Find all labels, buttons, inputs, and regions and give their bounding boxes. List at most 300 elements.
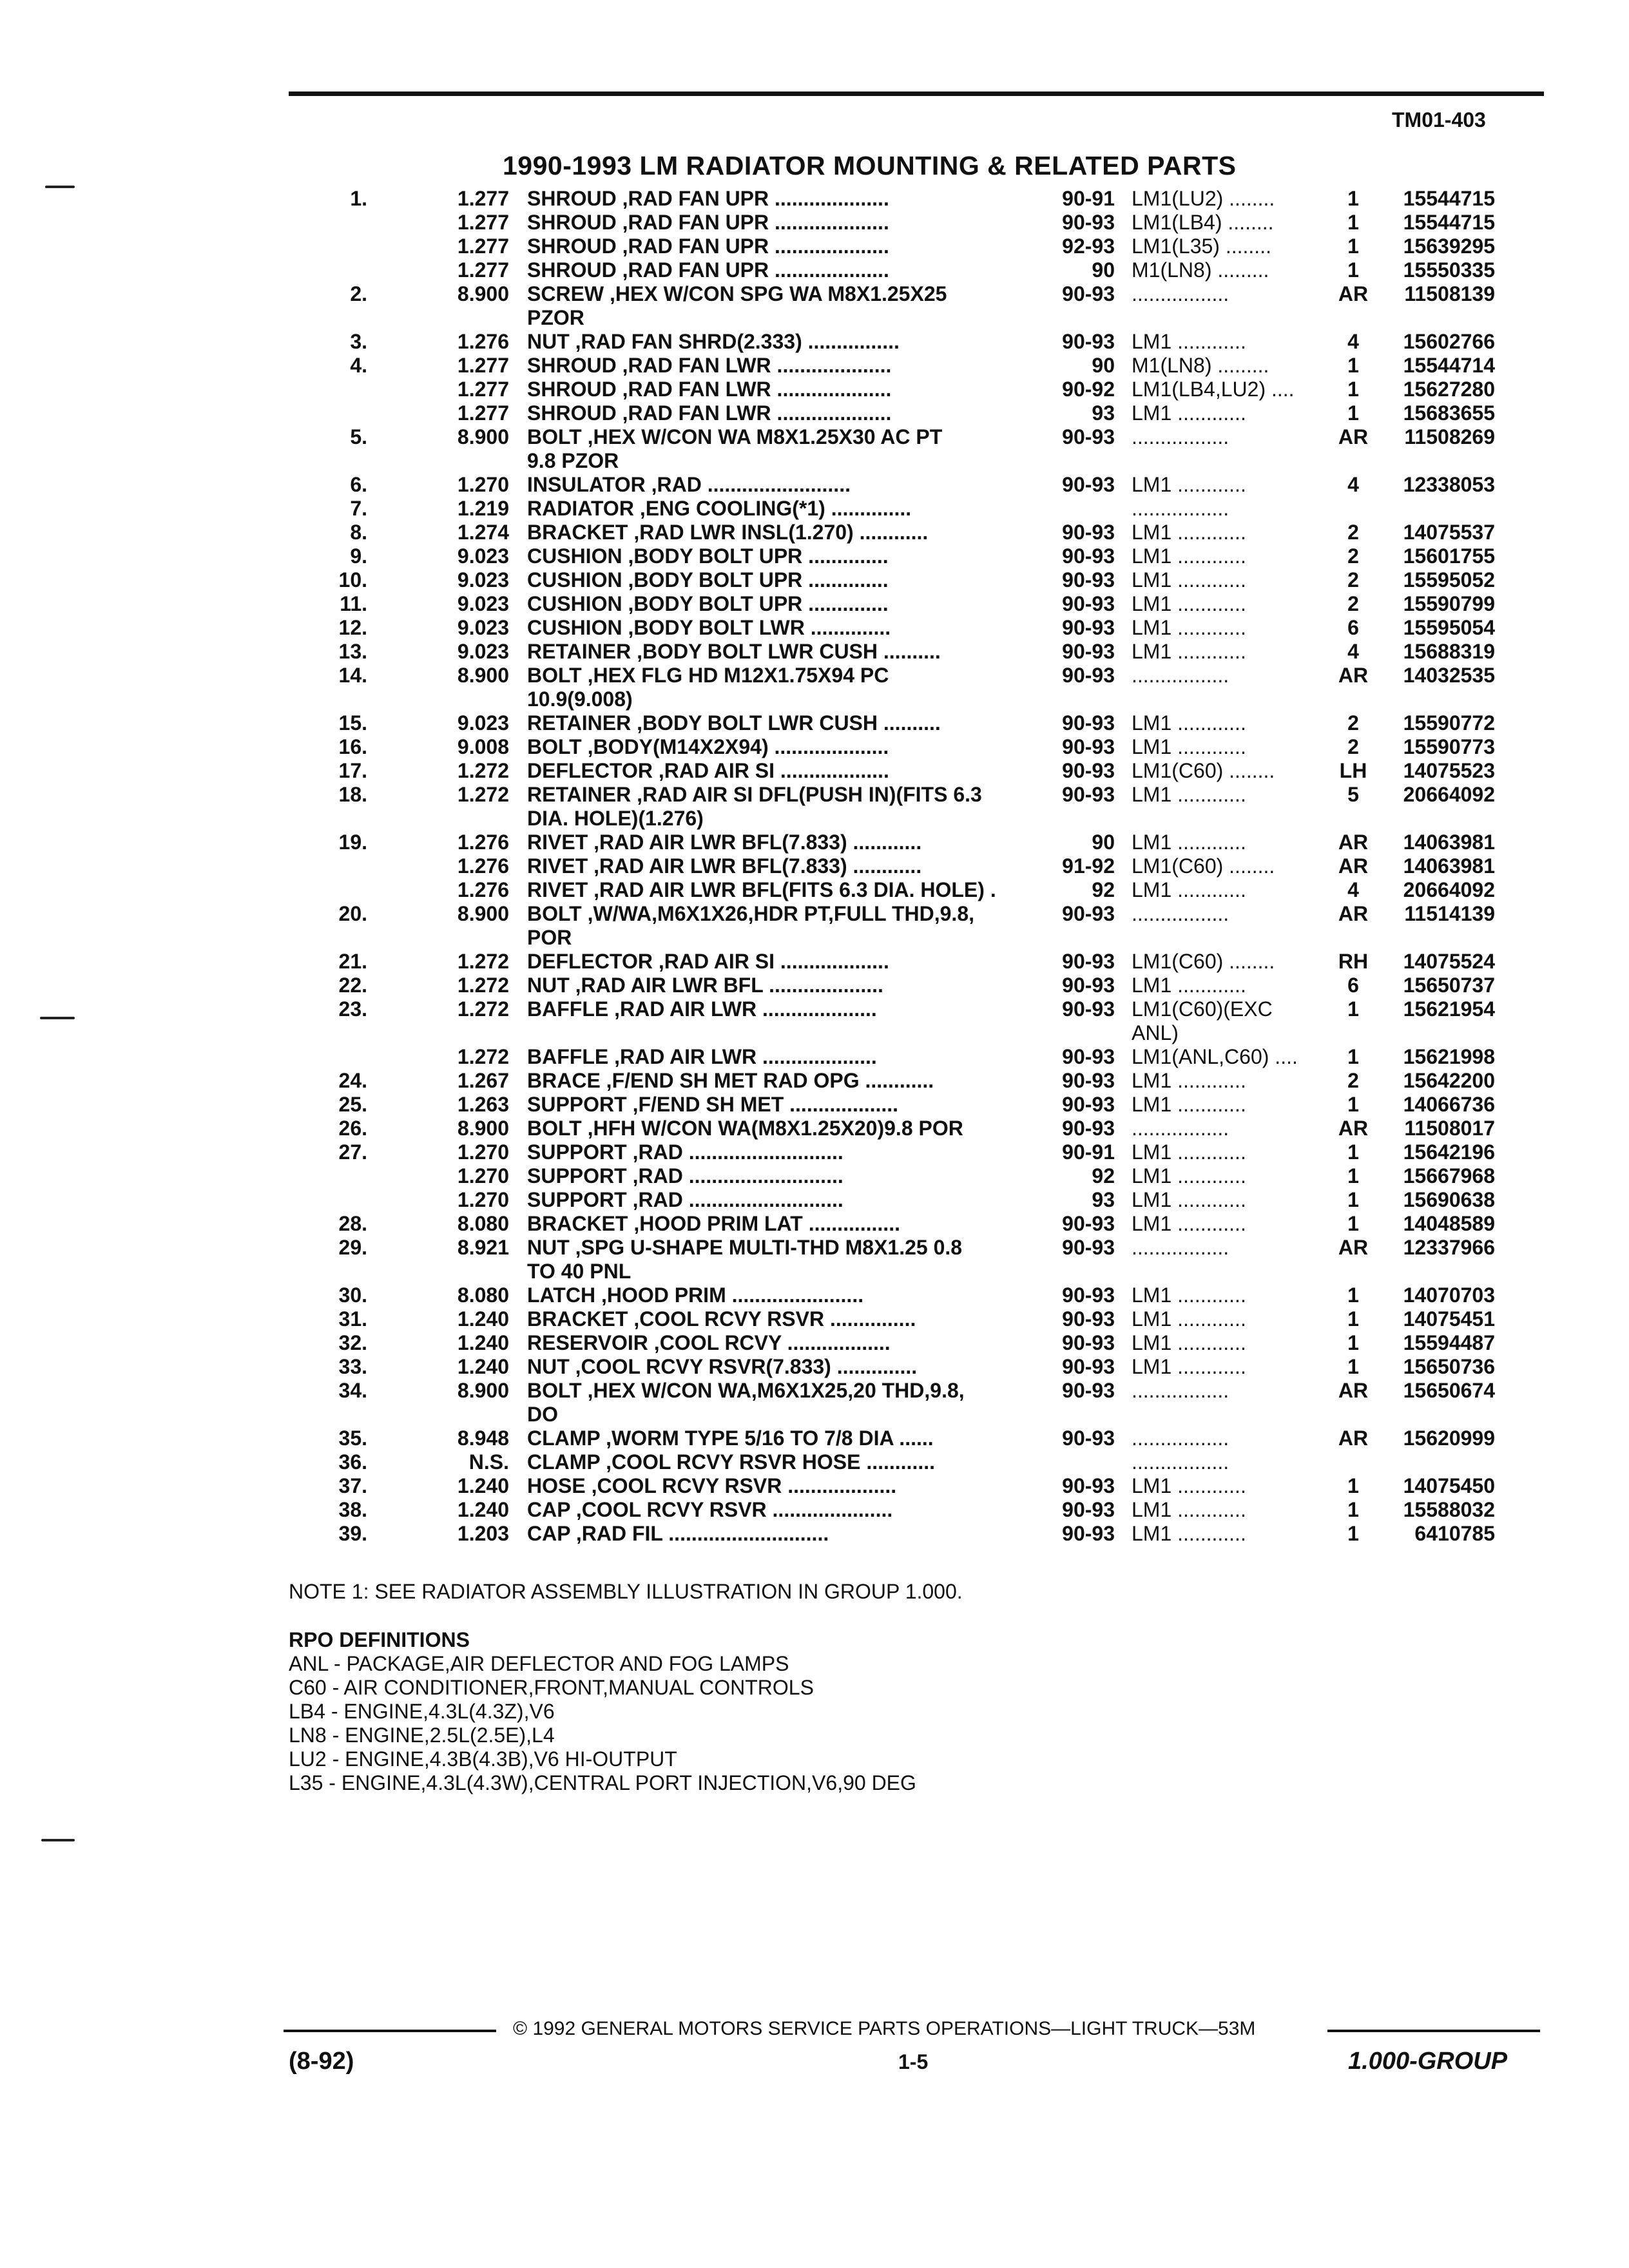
item-number: 16. — [338, 735, 367, 758]
parts-row — [303, 1069, 1547, 1093]
part-number: 15650674 — [1403, 1379, 1495, 1402]
model-years: 90-93 — [1062, 1522, 1115, 1545]
model-code: M1(LN8) ......... — [1132, 258, 1269, 282]
quantity: 1 — [1347, 1355, 1359, 1378]
model-code: LM1 ............ — [1132, 592, 1246, 615]
part-description: BRACKET ,HOOD PRIM LAT ................ — [527, 1212, 900, 1235]
model-years: 90-93 — [1062, 640, 1115, 663]
item-number: 3. — [350, 330, 367, 353]
parts-row — [303, 974, 1547, 997]
group-number: 1.276 — [457, 878, 509, 901]
model-code: LM1(L35) ........ — [1132, 235, 1271, 258]
item-number: 31. — [338, 1307, 367, 1331]
part-number: 15639295 — [1403, 235, 1495, 258]
part-number: 15683655 — [1403, 401, 1495, 425]
model-years: 90-93 — [1062, 568, 1115, 591]
quantity: AR — [1338, 664, 1369, 687]
parts-row — [303, 497, 1547, 521]
part-description: RETAINER ,BODY BOLT LWR CUSH .......... — [527, 640, 941, 663]
model-code: LM1 ............ — [1132, 1331, 1246, 1354]
part-number: 15667968 — [1403, 1164, 1495, 1187]
group-number: 1.240 — [457, 1498, 509, 1521]
group-number: 1.272 — [457, 974, 509, 997]
model-code: LM1 ............ — [1132, 640, 1246, 663]
quantity: AR — [1338, 902, 1369, 925]
part-number: 20664092 — [1403, 878, 1495, 901]
quantity: 1 — [1347, 187, 1359, 210]
item-number: 32. — [338, 1331, 367, 1354]
part-number: 14075523 — [1403, 759, 1495, 782]
parts-row — [303, 831, 1547, 854]
part-description: SHROUD ,RAD FAN LWR .................... — [527, 401, 892, 425]
model-years: 90-93 — [1062, 759, 1115, 782]
model-code: LM1 ............ — [1132, 878, 1246, 901]
quantity: 4 — [1347, 878, 1359, 901]
model-code: ................. — [1132, 1427, 1229, 1450]
item-number: 14. — [338, 664, 367, 687]
item-number: 28. — [338, 1212, 367, 1235]
parts-row — [303, 1450, 1547, 1474]
quantity: AR — [1338, 1379, 1369, 1402]
part-description: HOSE ,COOL RCVY RSVR ................... — [527, 1474, 897, 1497]
model-code: LM1 ............ — [1132, 1355, 1246, 1378]
quantity: 1 — [1347, 1498, 1359, 1521]
parts-row — [303, 711, 1547, 735]
model-years: 90-93 — [1062, 282, 1115, 305]
group-number: 1.219 — [457, 497, 509, 520]
part-number: 15544715 — [1403, 211, 1495, 234]
model-code: LM1 ............ — [1132, 521, 1246, 544]
item-number: 36. — [338, 1450, 367, 1474]
parts-row — [303, 878, 1547, 902]
group-number: 8.900 — [457, 902, 509, 925]
model-code: M1(LN8) ......... — [1132, 354, 1269, 377]
part-number: 15590799 — [1403, 592, 1495, 615]
parts-row — [303, 1093, 1547, 1117]
model-years: 92 — [1092, 878, 1115, 901]
part-description: CUSHION ,BODY BOLT UPR .............. — [527, 544, 889, 568]
item-number: 27. — [338, 1140, 367, 1164]
group-number: 1.277 — [457, 235, 509, 258]
model-years: 90-93 — [1062, 473, 1115, 496]
parts-row — [303, 1331, 1547, 1355]
part-number: 15650736 — [1403, 1355, 1495, 1378]
group-number: 1.240 — [457, 1355, 509, 1378]
part-number: 11508139 — [1404, 282, 1495, 305]
part-description: BOLT ,HEX W/CON WA,M6X1X25,20 THD,9.8, DO — [527, 1379, 965, 1426]
part-description: RADIATOR ,ENG COOLING(*1) .............. — [527, 497, 912, 520]
model-years: 91-92 — [1062, 854, 1115, 878]
parts-row — [303, 473, 1547, 497]
item-number: 19. — [338, 831, 367, 854]
model-code: LM1 ............ — [1132, 735, 1246, 758]
item-number: 25. — [338, 1093, 367, 1116]
item-number: 11. — [340, 592, 367, 615]
item-number: 9. — [350, 544, 367, 568]
parts-row — [303, 330, 1547, 354]
model-years: 93 — [1092, 401, 1115, 425]
model-code: ................. — [1132, 1450, 1229, 1474]
model-years: 90-93 — [1062, 1331, 1115, 1354]
rpo-item: ANL - PACKAGE,AIR DEFLECTOR AND FOG LAMPS — [289, 1652, 789, 1675]
part-description: SUPPORT ,RAD ........................... — [527, 1164, 843, 1187]
item-number: 18. — [338, 783, 367, 806]
group-number: 8.921 — [457, 1236, 509, 1259]
model-code: LM1 ............ — [1132, 544, 1246, 568]
part-description: SCREW ,HEX W/CON SPG WA M8X1.25X25 PZOR — [527, 282, 947, 329]
item-number: 20. — [338, 902, 367, 925]
part-number: 15620999 — [1403, 1427, 1495, 1450]
parts-row — [303, 1379, 1547, 1427]
part-description: CAP ,COOL RCVY RSVR ..................... — [527, 1498, 893, 1521]
parts-row — [303, 1522, 1547, 1546]
item-number: 35. — [338, 1427, 367, 1450]
model-years: 90 — [1092, 831, 1115, 854]
item-number: 4. — [350, 354, 367, 377]
item-number: 37. — [338, 1474, 367, 1497]
part-number: 15590773 — [1403, 735, 1495, 758]
quantity: 4 — [1347, 330, 1359, 353]
quantity: 1 — [1347, 258, 1359, 282]
item-number: 39. — [338, 1522, 367, 1545]
model-code: LM1 ............ — [1132, 1093, 1246, 1116]
quantity: 1 — [1347, 1331, 1359, 1354]
quantity: 1 — [1347, 354, 1359, 377]
model-code: LM1 ............ — [1132, 1140, 1246, 1164]
part-description: LATCH ,HOOD PRIM ....................... — [527, 1283, 864, 1307]
quantity: 1 — [1347, 401, 1359, 425]
part-number: 14075450 — [1403, 1474, 1495, 1497]
top-rule — [289, 91, 1544, 96]
model-years: 90-93 — [1062, 974, 1115, 997]
parts-row — [303, 1117, 1547, 1140]
group-number: 1.240 — [457, 1474, 509, 1497]
parts-row — [303, 997, 1547, 1045]
model-years: 90-93 — [1062, 902, 1115, 925]
part-description: RIVET ,RAD AIR LWR BFL(7.833) ............ — [527, 831, 922, 854]
model-years: 90-93 — [1062, 592, 1115, 615]
part-description: SHROUD ,RAD FAN UPR .................... — [527, 235, 889, 258]
group-number: 9.023 — [457, 544, 509, 568]
model-code: LM1(ANL,C60) .... — [1132, 1045, 1298, 1068]
rpo-heading: RPO DEFINITIONS — [289, 1628, 470, 1651]
part-description: SHROUD ,RAD FAN UPR .................... — [527, 258, 889, 282]
part-description: RESERVOIR ,COOL RCVY .................. — [527, 1331, 891, 1354]
item-number: 1. — [350, 187, 367, 210]
part-description: CLAMP ,WORM TYPE 5/16 TO 7/8 DIA ...... — [527, 1427, 934, 1450]
quantity: 4 — [1347, 473, 1359, 496]
footer-rule — [284, 2030, 496, 2032]
rpo-item: LB4 - ENGINE,4.3L(4.3Z),V6 — [289, 1700, 555, 1723]
group-number: 8.900 — [457, 1379, 509, 1402]
item-number: 17. — [338, 759, 367, 782]
quantity: 1 — [1347, 1307, 1359, 1331]
item-number: 8. — [350, 521, 367, 544]
item-number: 33. — [338, 1355, 367, 1378]
item-number: 7. — [350, 497, 367, 520]
part-number: 15621954 — [1403, 997, 1495, 1021]
part-number: 15642196 — [1403, 1140, 1495, 1164]
group-number: 8.080 — [457, 1283, 509, 1307]
part-number: 11514139 — [1404, 902, 1495, 925]
parts-row — [303, 735, 1547, 759]
quantity: 1 — [1347, 997, 1359, 1021]
part-description: SUPPORT ,RAD ........................... — [527, 1188, 843, 1211]
group-number: 1.276 — [457, 854, 509, 878]
quantity: AR — [1338, 831, 1369, 854]
quantity: 1 — [1347, 1522, 1359, 1545]
group-number: 1.272 — [457, 759, 509, 782]
part-description: NUT ,COOL RCVY RSVR(7.833) .............. — [527, 1355, 918, 1378]
quantity: LH — [1339, 759, 1367, 782]
group-number: 9.023 — [457, 616, 509, 639]
part-description: BOLT ,HEX FLG HD M12X1.75X94 PC 10.9(9.008) — [527, 664, 889, 711]
parts-row — [303, 187, 1547, 211]
part-number: 15621998 — [1403, 1045, 1495, 1068]
group-number: 1.277 — [457, 211, 509, 234]
part-description: RETAINER ,BODY BOLT LWR CUSH .......... — [527, 711, 941, 735]
group-number: 9.023 — [457, 568, 509, 591]
part-description: RIVET ,RAD AIR LWR BFL(7.833) ............ — [527, 854, 922, 878]
quantity: 4 — [1347, 640, 1359, 663]
quantity: 6 — [1347, 616, 1359, 639]
parts-row — [303, 1140, 1547, 1164]
rpo-item: C60 - AIR CONDITIONER,FRONT,MANUAL CONTROLS — [289, 1676, 814, 1699]
group-number: 1.274 — [457, 521, 509, 544]
part-description: BOLT ,HEX W/CON WA M8X1.25X30 AC PT 9.8 PZOR — [527, 425, 943, 472]
model-years: 90-93 — [1062, 735, 1115, 758]
part-description: BRACE ,F/END SH MET RAD OPG ............ — [527, 1069, 934, 1092]
part-number: 20664092 — [1403, 783, 1495, 806]
parts-row — [303, 1188, 1547, 1212]
footer-group: 1.000-GROUP — [1348, 2048, 1508, 2075]
footer-copyright: © 1992 GENERAL MOTORS SERVICE PARTS OPERATIONS—LIGHT TRUCK—53M — [513, 2018, 1256, 2039]
item-number: 30. — [338, 1283, 367, 1307]
parts-row — [303, 783, 1547, 831]
part-number: 15690638 — [1403, 1188, 1495, 1211]
part-number: 15544715 — [1403, 187, 1495, 210]
model-code: LM1 ............ — [1132, 401, 1246, 425]
item-number: 22. — [338, 974, 367, 997]
model-years: 90-93 — [1062, 1379, 1115, 1402]
model-code: LM1 ............ — [1132, 1069, 1246, 1092]
model-code: LM1 ............ — [1132, 1474, 1246, 1497]
model-years: 90-93 — [1062, 950, 1115, 973]
item-number: 26. — [338, 1117, 367, 1140]
binder-hole-mark — [45, 186, 75, 188]
item-number: 23. — [338, 997, 367, 1021]
model-years: 90-93 — [1062, 1117, 1115, 1140]
model-code: ................. — [1132, 1236, 1229, 1259]
part-description: BRACKET ,RAD LWR INSL(1.270) ............ — [527, 521, 929, 544]
page-number: 1-5 — [898, 2050, 929, 2073]
parts-row — [303, 282, 1547, 330]
part-number: 15601755 — [1403, 544, 1495, 568]
group-number: 8.900 — [457, 664, 509, 687]
part-description: NUT ,RAD FAN SHRD(2.333) ................ — [527, 330, 900, 353]
item-number: 10. — [338, 568, 367, 591]
model-years: 90-93 — [1062, 711, 1115, 735]
model-code: ................. — [1132, 664, 1229, 687]
quantity: 2 — [1347, 521, 1359, 544]
part-number: 15544714 — [1403, 354, 1495, 377]
quantity: AR — [1338, 1117, 1369, 1140]
parts-row — [303, 1474, 1547, 1498]
model-years: 90-93 — [1062, 1427, 1115, 1450]
parts-row — [303, 211, 1547, 235]
model-code: ................. — [1132, 497, 1229, 520]
quantity: 1 — [1347, 1474, 1359, 1497]
binder-hole-mark — [41, 1839, 75, 1841]
quantity: 2 — [1347, 1069, 1359, 1092]
part-number: 15650737 — [1403, 974, 1495, 997]
model-years: 90-92 — [1062, 378, 1115, 401]
model-code: ................. — [1132, 1117, 1229, 1140]
part-description: SHROUD ,RAD FAN LWR .................... — [527, 354, 892, 377]
group-number: 1.270 — [457, 473, 509, 496]
part-number: 14075537 — [1403, 521, 1495, 544]
part-description: BAFFLE ,RAD AIR LWR .................... — [527, 1045, 877, 1068]
part-number: 15602766 — [1403, 330, 1495, 353]
quantity: RH — [1338, 950, 1369, 973]
model-years: 92 — [1092, 1164, 1115, 1187]
group-number: 8.948 — [457, 1427, 509, 1450]
parts-row — [303, 854, 1547, 878]
model-years: 90-93 — [1062, 1307, 1115, 1331]
group-number: 1.277 — [457, 378, 509, 401]
parts-row — [303, 1498, 1547, 1522]
parts-row — [303, 544, 1547, 568]
model-code: LM1(C60) ........ — [1132, 950, 1275, 973]
model-code: LM1(LB4,LU2) .... — [1132, 378, 1295, 401]
model-code: LM1 ............ — [1132, 330, 1246, 353]
parts-row — [303, 1164, 1547, 1188]
parts-row — [303, 401, 1547, 425]
part-description: SUPPORT ,F/END SH MET ................... — [527, 1093, 899, 1116]
part-number: 14075451 — [1403, 1307, 1495, 1331]
model-years: 90-93 — [1062, 616, 1115, 639]
item-number: 15. — [338, 711, 367, 735]
parts-row — [303, 759, 1547, 783]
model-years: 90-93 — [1062, 1093, 1115, 1116]
model-years: 90-93 — [1062, 544, 1115, 568]
parts-row — [303, 235, 1547, 258]
rpo-item: L35 - ENGINE,4.3L(4.3W),CENTRAL PORT INJECTION,V6,90 DEG — [289, 1771, 916, 1794]
part-description: BRACKET ,COOL RCVY RSVR ............... — [527, 1307, 916, 1331]
footer-rule — [1327, 2030, 1540, 2032]
model-years: 90 — [1092, 354, 1115, 377]
model-code: LM1 ............ — [1132, 711, 1246, 735]
parts-row — [303, 664, 1547, 711]
part-description: DEFLECTOR ,RAD AIR SI ................... — [527, 950, 889, 973]
parts-row — [303, 1355, 1547, 1379]
parts-row — [303, 568, 1547, 592]
model-code: LM1 ............ — [1132, 1522, 1246, 1545]
group-number: 1.272 — [457, 997, 509, 1021]
part-description: SHROUD ,RAD FAN UPR .................... — [527, 187, 889, 210]
group-number: 1.276 — [457, 330, 509, 353]
part-description: NUT ,SPG U-SHAPE MULTI-THD M8X1.25 0.8 TO 40 PNL — [527, 1236, 963, 1283]
page-title: 1990-1993 LM RADIATOR MOUNTING & RELATED PARTS — [503, 151, 1237, 180]
quantity: 2 — [1347, 544, 1359, 568]
part-description: BOLT ,BODY(M14X2X94) .................... — [527, 735, 889, 758]
group-number: 1.277 — [457, 187, 509, 210]
quantity: 2 — [1347, 592, 1359, 615]
item-number: 13. — [338, 640, 367, 663]
model-code: LM1(LB4) ........ — [1132, 211, 1274, 234]
quantity: 1 — [1347, 1188, 1359, 1211]
model-code: LM1(LU2) ........ — [1132, 187, 1275, 210]
item-number: 6. — [350, 473, 367, 496]
part-number: 15550335 — [1403, 258, 1495, 282]
part-number: 11508269 — [1404, 425, 1495, 448]
model-code: LM1 ............ — [1132, 831, 1246, 854]
model-years: 90-93 — [1062, 1355, 1115, 1378]
part-number: 14075524 — [1403, 950, 1495, 973]
quantity: 1 — [1347, 378, 1359, 401]
model-years: 90-93 — [1062, 1283, 1115, 1307]
binder-hole-mark — [40, 1017, 75, 1019]
rpo-item: LU2 - ENGINE,4.3B(4.3B),V6 HI-OUTPUT — [289, 1747, 677, 1771]
parts-row — [303, 258, 1547, 282]
model-years: 90-93 — [1062, 211, 1115, 234]
model-code: LM1 ............ — [1132, 568, 1246, 591]
model-code: ................. — [1132, 1379, 1229, 1402]
quantity: 1 — [1347, 1045, 1359, 1068]
group-number: 1.270 — [457, 1140, 509, 1164]
group-number: 1.270 — [457, 1188, 509, 1211]
group-number: 9.008 — [457, 735, 509, 758]
part-description: BAFFLE ,RAD AIR LWR .................... — [527, 997, 877, 1021]
item-number: 34. — [338, 1379, 367, 1402]
model-code: ................. — [1132, 902, 1229, 925]
part-description: RETAINER ,RAD AIR SI DFL(PUSH IN)(FITS 6.3 DIA. HOLE)(1.276) — [527, 783, 982, 830]
part-description: CAP ,RAD FIL ............................ — [527, 1522, 829, 1545]
quantity: AR — [1338, 1427, 1369, 1450]
model-years: 90-93 — [1062, 1069, 1115, 1092]
model-code: LM1 ............ — [1132, 1188, 1246, 1211]
quantity: 1 — [1347, 235, 1359, 258]
rpo-list — [289, 1652, 916, 1795]
model-years: 90-93 — [1062, 521, 1115, 544]
parts-row — [303, 354, 1547, 378]
group-number: 8.080 — [457, 1212, 509, 1235]
part-description: BOLT ,HFH W/CON WA(M8X1.25X20)9.8 POR — [527, 1117, 963, 1140]
group-number: 1.203 — [457, 1522, 509, 1545]
part-number: 14066736 — [1403, 1093, 1495, 1116]
quantity: 6 — [1347, 974, 1359, 997]
quantity: 5 — [1347, 783, 1359, 806]
model-code: LM1 ............ — [1132, 1307, 1246, 1331]
model-code: LM1(C60) ........ — [1132, 759, 1275, 782]
model-years: 90-93 — [1062, 1498, 1115, 1521]
group-number: 1.240 — [457, 1331, 509, 1354]
model-years: 90-93 — [1062, 783, 1115, 806]
quantity: AR — [1338, 282, 1369, 305]
part-number: 15688319 — [1403, 640, 1495, 663]
model-years: 90-93 — [1062, 425, 1115, 448]
part-number: 14048589 — [1403, 1212, 1495, 1235]
item-number: 29. — [338, 1236, 367, 1259]
model-code: LM1(C60)(EXC ANL) — [1132, 997, 1273, 1044]
group-number: 1.276 — [457, 831, 509, 854]
group-number: N.S. — [468, 1450, 509, 1474]
document-code: TM01-403 — [1392, 108, 1486, 131]
quantity: 2 — [1347, 568, 1359, 591]
quantity: 1 — [1347, 1093, 1359, 1116]
group-number: 8.900 — [457, 282, 509, 305]
parts-row — [303, 902, 1547, 950]
